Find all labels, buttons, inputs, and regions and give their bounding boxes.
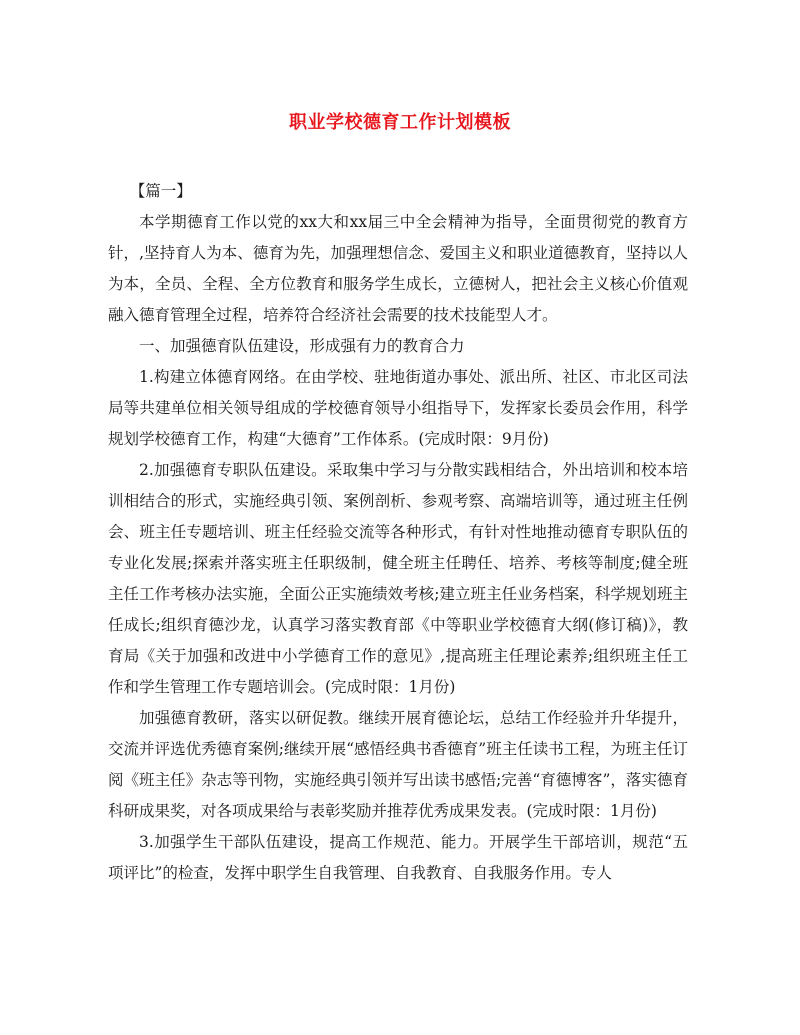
document-body xyxy=(108,176,688,889)
document-title: 职业学校德育工作计划模板 xyxy=(289,112,511,133)
paragraph-item-1: 1.构建立体德育网络。在由学校、驻地街道办事处、派出所、社区、市北区司法局等共建单位相关领导组成的学校德育领导小组指导下，发挥家长委员会作用，科学规划学校德育工作，构建“大德育”工作体系。(完成时限：9月份) xyxy=(108,368,688,448)
paragraph-item-2: 2.加强德育专职队伍建设。采取集中学习与分散实践相结合，外出培训和校本培训相结合的形式，实施经典引领、案例剖析、参观考察、高端培训等，通过班主任例会、班主任专题培训、班主任经验交流等各种形式，有针对性地推动德育专职队伍的专业化发展;探索并落实班主任职级制，健全班主任聘任、培养、考核等制度;健全班主任工作考核办法实施，全面公正实施绩效考核;建立班主任业务档案，科学规划班主任成长;组织育德沙龙，认真学习落实教育部《中等职业学校德育大纲(修订稿)》，教育局《关于加强和改进中小学德育工作的意见》,提高班主任理论素养;组织班主任工作和学生管理工作专题培训会。(完成时限：1月份) xyxy=(108,461,688,696)
paragraph-item-3: 3.加强学生干部队伍建设，提高工作规范、能力。开展学生干部培训，规范“五项评比”的检查，发挥中职学生自我管理、自我教育、自我服务作用。专人 xyxy=(108,833,688,882)
paragraph-intro: 本学期德育工作以党的xx大和xx届三中全会精神为指导，全面贯彻党的教育方针，,坚持育人为本、德育为先，加强理想信念、爱国主义和职业道德教育，坚持以人为本，全员、全程、全方位教育和服务学生成长，立德树人，把社会主义核心价值观融入德育管理全过程，培养符合经济社会需要的技术技能型人才。 xyxy=(108,213,688,324)
section-heading-team-building: 一、加强德育队伍建设，形成强有力的教育合力 xyxy=(139,337,465,355)
paragraph-research: 加强德育教研，落实以研促教。继续开展育德论坛，总结工作经验并升华提升，交流并评选优秀德育案例;继续开展“感悟经典书香德育”班主任读书工程，为班主任订阅《班主任》杂志等刊物，实施经典引领并写出读书感悟;完善“育德博客”，落实德育科研成果奖，对各项成果给与表彰奖励并推荐优秀成果发表。(完成时限：1月份) xyxy=(108,709,688,820)
section-heading-part-one: 【篇一】 xyxy=(129,182,192,200)
